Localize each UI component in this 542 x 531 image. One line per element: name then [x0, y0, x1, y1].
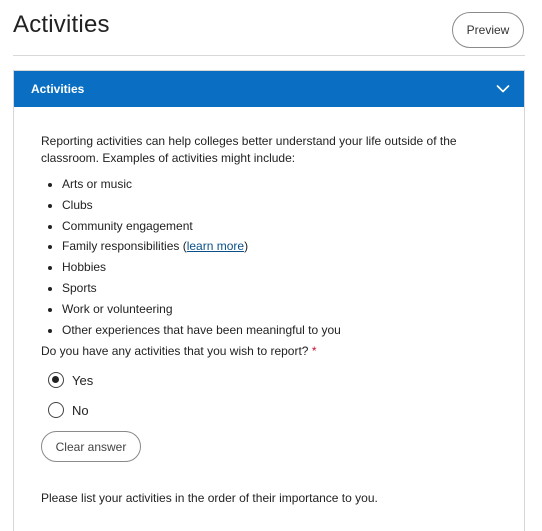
- list-item: Arts or music: [41, 174, 341, 195]
- header-divider: [13, 55, 525, 56]
- list-item: Work or volunteering: [41, 299, 341, 320]
- radio-label-yes: Yes: [72, 372, 94, 388]
- activities-panel: [13, 70, 525, 531]
- intro-text: Reporting activities can help colleges better understand your life outside of the classroom. Examples of activities might include:: [41, 134, 457, 165]
- question-text: Do you have any activities that you wish to report?: [41, 344, 309, 358]
- order-instruction: Please list your activities in the order of their importance to you.: [41, 491, 378, 505]
- list-item: Community engagement: [41, 216, 341, 237]
- chevron-down-icon[interactable]: [496, 82, 510, 96]
- activity-examples-list: [41, 174, 341, 340]
- list-item: Sports: [41, 278, 341, 299]
- list-item: Other experiences that have been meaningful to you: [41, 320, 341, 341]
- page-header: [0, 0, 542, 56]
- radio-button-no[interactable]: [48, 402, 64, 418]
- required-marker: *: [311, 344, 317, 358]
- radio-option-no[interactable]: [48, 402, 89, 418]
- section-header-label: Activities: [31, 82, 85, 96]
- page-title: Activities: [13, 11, 110, 38]
- clear-answer-button[interactable]: Clear answer: [41, 431, 141, 462]
- list-item: Family responsibilities (learn more): [41, 236, 341, 257]
- activities-question: [41, 344, 317, 358]
- radio-label-no: No: [72, 402, 89, 418]
- radio-button-yes[interactable]: [48, 372, 64, 388]
- radio-option-yes[interactable]: [48, 372, 93, 388]
- list-item: Clubs: [41, 195, 341, 216]
- list-item: Hobbies: [41, 257, 341, 278]
- learn-more-link[interactable]: learn more: [186, 239, 245, 254]
- preview-button[interactable]: Preview: [452, 12, 524, 48]
- activities-section-header[interactable]: [14, 71, 524, 107]
